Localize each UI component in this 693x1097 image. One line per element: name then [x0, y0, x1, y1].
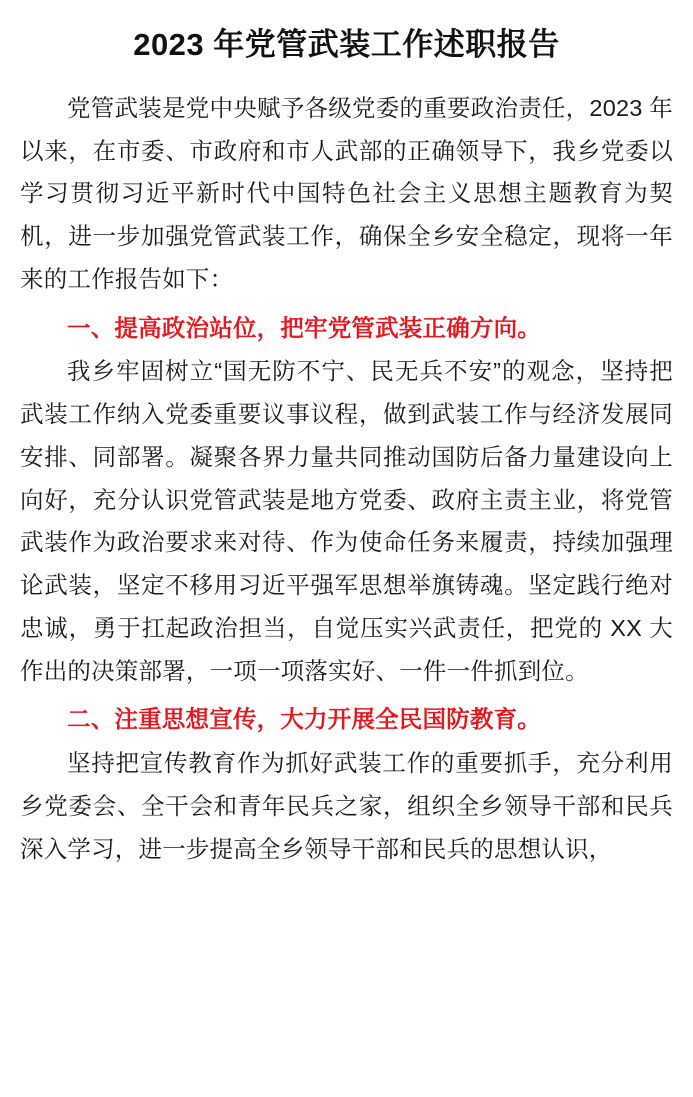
- body-paragraph: 坚持把宣传教育作为抓好武装工作的重要抓手，充分利用乡党委会、全干会和青年民兵之家，组织全乡领导干部和民兵深入学习，进一步提高全乡领导干部和民兵的思想认识，: [20, 750, 673, 862]
- page-title: 2023 年党管武装工作述职报告: [133, 27, 560, 62]
- section-heading-two: 二、注重思想宣传，大力开展全民国防教育。: [67, 706, 541, 733]
- body-paragraph: 我乡牢固树立“国无防不宁、民无兵不安”的观念，坚持把武装工作纳入党委重要议事议程，做到武装工作与经济发展同安排、同部署。凝聚各界力量共同推动国防后备力量建设向上向好，充分认识党管武装是地方党委、政府主责主业，将党管武装作为政治要求来对待、作为使命任务来履责，持续加强理论武装，坚定不移用习近平强军思想举旗铸魂。坚定践行绝对忠诚，勇于扛起政治担当，自觉压实兴武责任，把党的 XX 大作出的决策部署，一项一项落实好、一件一件抓到位。: [20, 358, 673, 684]
- body-paragraph: 党管武装是党中央赋予各级党委的重要政治责任，2023 年以来，在市委、市政府和市人武部的正确领导下，我乡党委以学习贯彻习近平新时代中国特色社会主义思想主题教育为契机，进一步加强党管武装工作，确保全乡安全稳定，现将一年来的工作报告如下：: [20, 94, 673, 292]
- section-heading-one: 一、提高政治站位，把牢党管武装正确方向。: [67, 314, 541, 341]
